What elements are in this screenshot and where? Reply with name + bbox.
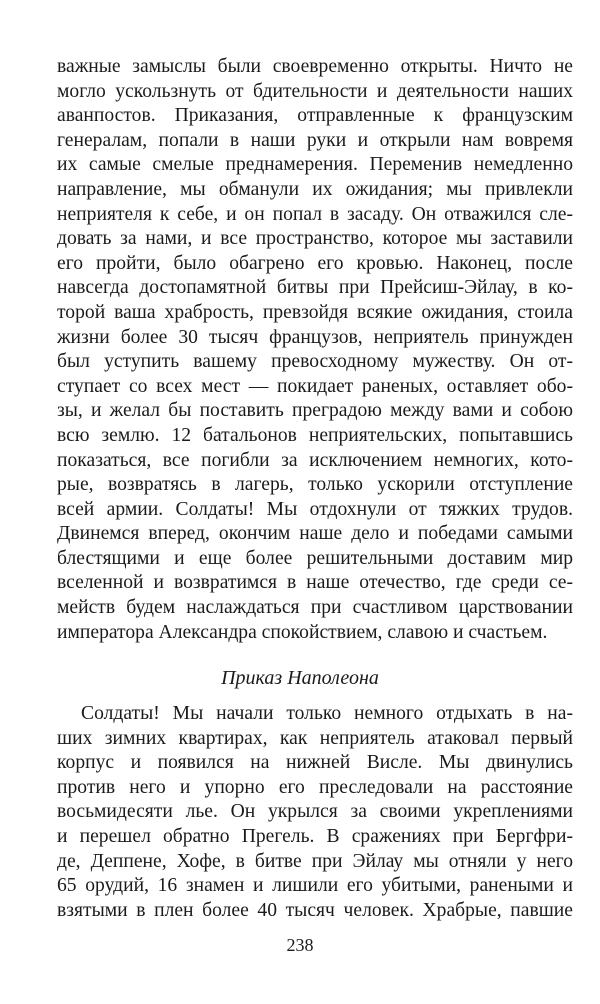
text-line: довать за нами, и все пространство, которое мы заставили xyxy=(57,228,573,250)
text-line: блестящими и еще более решительными доставим мир xyxy=(57,547,573,569)
text-line: их самые смелые преднамерения. Переменив немедленно xyxy=(57,154,573,176)
text-line: рые, возвратясь в лагерь, только ускорили отступление xyxy=(57,474,573,496)
text-line: императора Александра спокойствием, славою и счастьем. xyxy=(57,621,548,643)
text-line: направление, мы обманули их ожидания; мы привлекли xyxy=(57,178,573,200)
text-line: взятыми в плен более 40 тысяч человек. Храбрые, павшие xyxy=(57,899,573,921)
text-line: важные замыслы были своевременно открыты. Ничто не xyxy=(57,56,573,77)
text-line: восьмидесяти лье. Он укрылся за своими укреплениями xyxy=(57,801,573,823)
text-line: жизни более 30 тысяч французов, неприятель принужден xyxy=(57,326,573,348)
text-line: аванпостов. Приказания, отправленные к французским xyxy=(57,105,573,127)
section-heading: Приказ Наполеона xyxy=(221,667,379,689)
text-line: корпус и появился на нижней Висле. Мы двинулись xyxy=(57,752,573,774)
text-line: против него и упорно его преследовали на расстояние xyxy=(57,776,573,798)
text-line: ступает со всех мест — покидает раненых, оставляет обо- xyxy=(57,375,573,397)
paragraph-order-continuation xyxy=(57,55,573,645)
text-line: Двинемся вперед, окончим наше дело и победами самыми xyxy=(57,523,573,545)
text-line: всю землю. 12 батальонов неприятельских, попытавшись xyxy=(57,424,573,446)
paragraph-napoleon-order xyxy=(57,702,573,923)
text-line: показаться, все погибли за исключением немногих, кото- xyxy=(57,449,573,471)
text-line: всей армии. Солдаты! Мы отдохнули от тяжких трудов. xyxy=(57,498,573,520)
text-line: его пройти, было обагрено его кровью. Наконец, после xyxy=(57,252,573,274)
text-line: могло ускользнуть от бдительности и деятельности наших xyxy=(57,80,573,102)
text-line: генералам, попали в наши руки и открыли нам вовремя xyxy=(57,129,573,151)
text-line: вселенной и возвратимся в наше отечество, где среди се- xyxy=(57,572,573,594)
text-line: неприятеля к себе, и он попал в засаду. Он отважился сле- xyxy=(57,203,573,225)
text-line: торой ваша храбрость, превзойдя всякие ожидания, стоила xyxy=(57,301,573,323)
text-line: зы, и желал бы поставить преградою между вами и собою xyxy=(57,400,573,422)
text-line: ших зимних квартирах, как неприятель атаковал первый xyxy=(57,727,573,749)
text-line: Солдаты! Мы начали только немного отдыхать в на- xyxy=(81,703,573,724)
text-line: был уступить вашему превосходному мужеству. Он от- xyxy=(57,351,573,373)
text-line: 65 орудий, 16 знамен и лишили его убитыми, ранеными и xyxy=(57,875,573,897)
text-line: мейств будем наслаждаться при счастливом царствовании xyxy=(57,597,573,619)
page-number: 238 xyxy=(286,935,314,955)
text-line: навсегда достопамятной битвы при Прейсиш-Эйлау, в ко- xyxy=(57,277,573,299)
text-line: и перешел обратно Прегель. В сражениях при Бергфри- xyxy=(57,825,573,847)
text-line: де, Деппене, Хофе, в битве при Эйлау мы отняли у него xyxy=(57,850,573,872)
